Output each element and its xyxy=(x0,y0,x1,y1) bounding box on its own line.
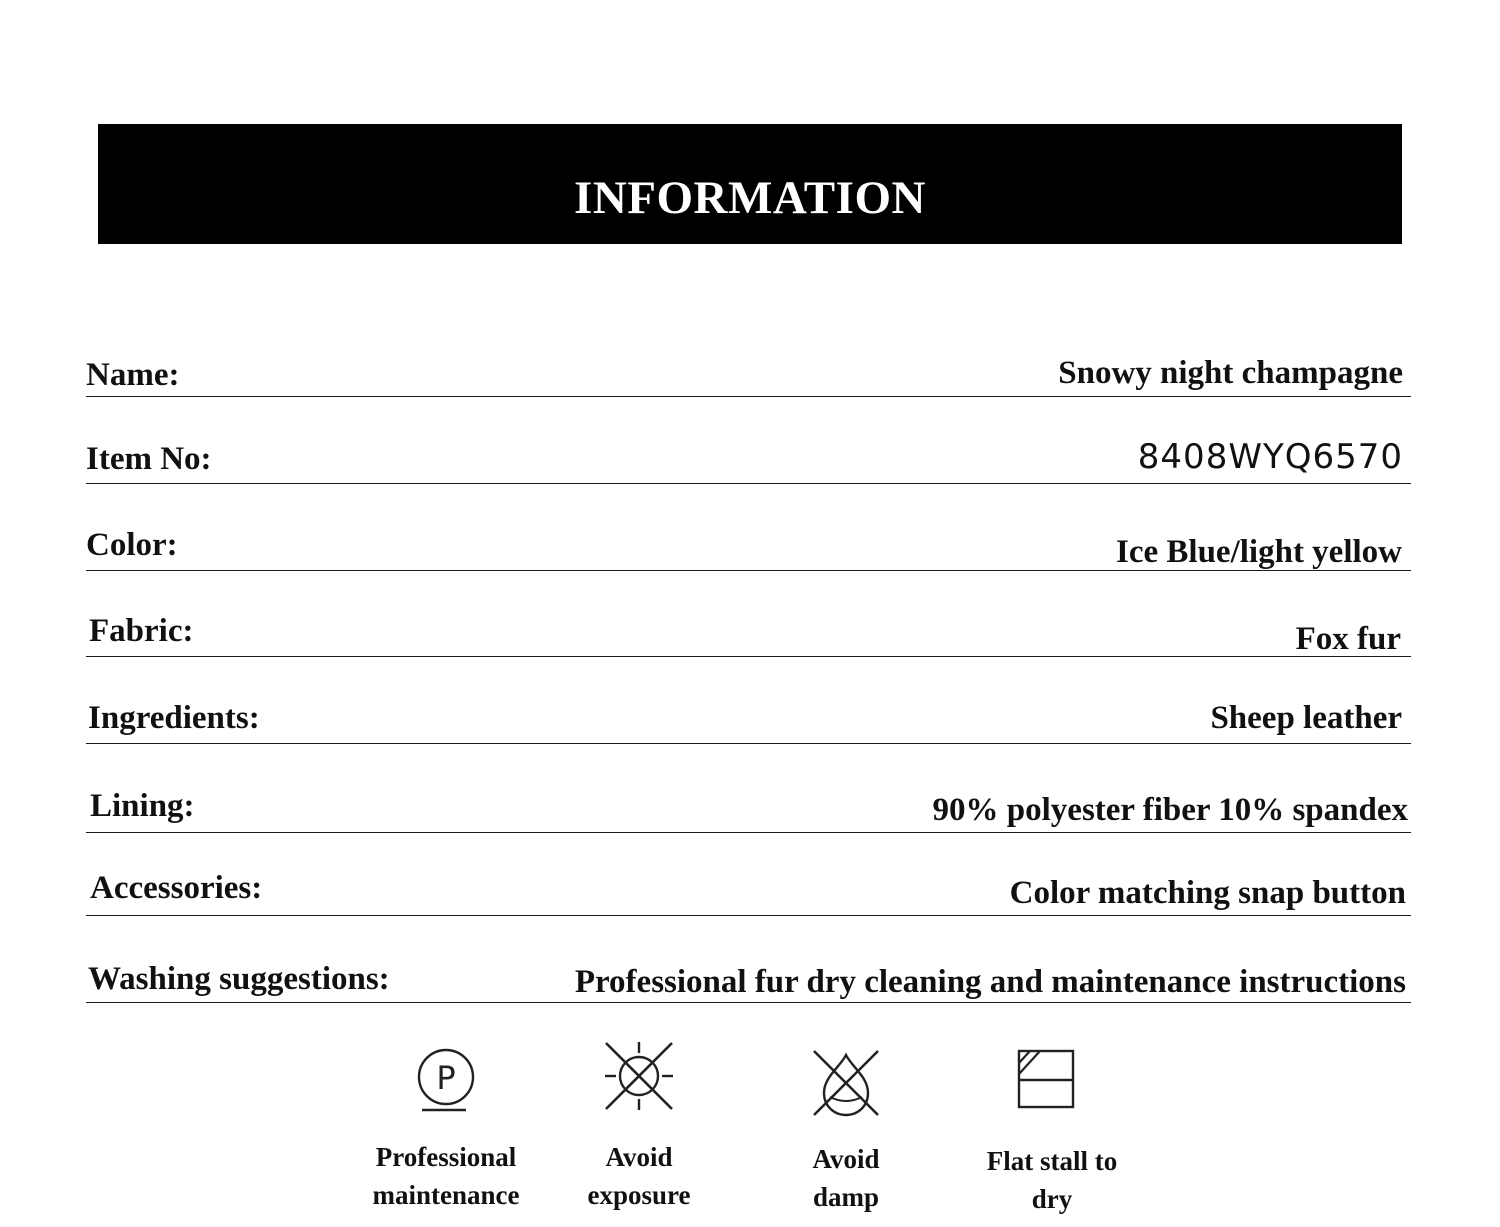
spec-row-ingredients xyxy=(86,696,1411,744)
spec-label: Accessories: xyxy=(90,870,263,906)
spec-row-lining xyxy=(86,785,1411,833)
spec-value: Professional fur dry cleaning and maintenance instructions xyxy=(574,964,1406,1000)
spec-value: Fox fur xyxy=(1295,621,1401,657)
spec-value: 90% polyester fiber 10% spandex xyxy=(932,792,1408,828)
care-label xyxy=(970,1142,1134,1218)
spec-value: Color matching snap button xyxy=(1009,875,1406,911)
care-symbol-professional xyxy=(372,1040,520,1210)
care-label-line: Flat stall to xyxy=(986,1146,1118,1176)
no-water-drop-icon xyxy=(804,1045,888,1125)
spec-value: Ice Blue/light yellow xyxy=(1116,534,1402,570)
spec-row-fabric xyxy=(86,608,1411,657)
care-symbol-flat-dry xyxy=(986,1044,1118,1214)
care-label-line: Professional xyxy=(375,1142,517,1172)
spec-label: Lining: xyxy=(90,788,195,824)
care-label-line: damp xyxy=(812,1182,880,1212)
care-label xyxy=(364,1138,528,1214)
spec-label: Color: xyxy=(86,527,178,563)
page-title: INFORMATION xyxy=(574,172,926,224)
spec-value: Snowy night champagne xyxy=(1058,355,1403,391)
care-label-line: Avoid xyxy=(605,1142,673,1172)
care-label-line: Avoid xyxy=(812,1144,880,1174)
spec-row-color xyxy=(86,524,1411,571)
care-label xyxy=(764,1140,928,1216)
care-symbol-avoid-exposure xyxy=(587,1038,691,1210)
spec-row-washing xyxy=(86,957,1411,1003)
no-sun-icon xyxy=(597,1038,681,1118)
spec-label: Item No: xyxy=(86,441,212,477)
care-symbol-avoid-damp xyxy=(804,1045,888,1215)
spec-row-accessories xyxy=(86,867,1411,916)
spec-label: Name: xyxy=(86,357,180,393)
spec-row-name xyxy=(86,350,1411,397)
care-label-line: maintenance xyxy=(372,1180,520,1210)
care-label-line: dry xyxy=(1031,1184,1073,1214)
svg-text:P: P xyxy=(436,1059,456,1097)
care-label-line: exposure xyxy=(587,1180,691,1210)
spec-value: Sheep leather xyxy=(1210,700,1402,736)
care-label xyxy=(557,1138,721,1214)
spec-row-item-no xyxy=(86,436,1411,484)
spec-label: Ingredients: xyxy=(88,700,260,736)
spec-value: 8408WYQ6570 xyxy=(1137,437,1403,477)
spec-label: Washing suggestions: xyxy=(88,961,390,997)
professional-cleaning-p-icon xyxy=(404,1040,488,1120)
spec-label: Fabric: xyxy=(89,613,194,649)
dry-flat-shade-icon xyxy=(1010,1044,1094,1124)
